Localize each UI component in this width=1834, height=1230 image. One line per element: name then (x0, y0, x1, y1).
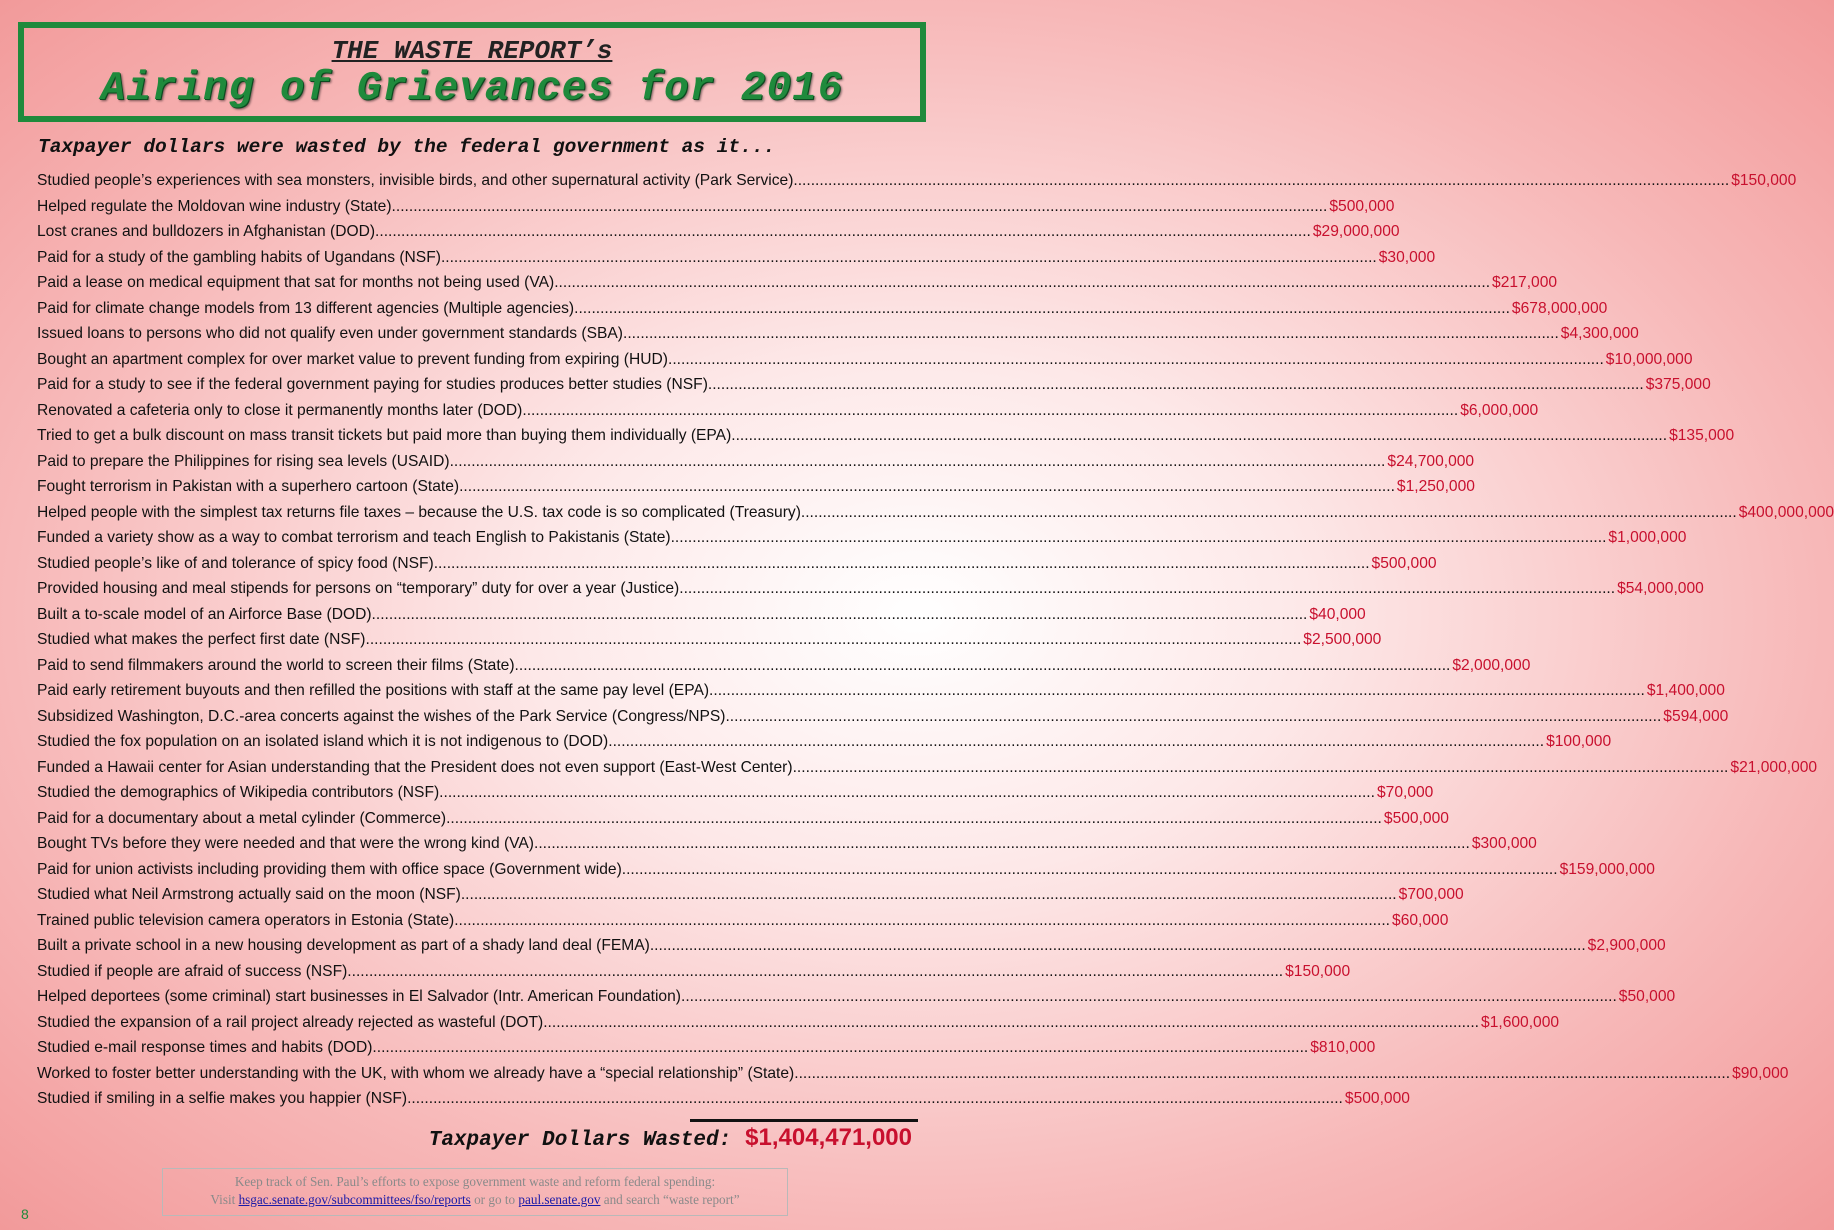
item-amount: $10,000,000 (1605, 350, 1693, 368)
item-amount: $500,000 (1383, 809, 1449, 827)
list-item (37, 1013, 1560, 1040)
subtitle: Taxpayer dollars were wasted by the federal government as it... (38, 136, 776, 158)
list-item (37, 554, 1437, 581)
item-amount: $500,000 (1371, 554, 1437, 572)
list-item (37, 682, 1725, 708)
item-amount: $150,000 (1285, 962, 1351, 980)
item-description: Subsidized Washington, D.C.-area concerts against the wishes of the Park Service (Congress/NPS) (37, 707, 726, 725)
item-description: Paid for a study of the gambling habits of Ugandans (NSF) (37, 248, 441, 266)
list-item (37, 937, 1666, 963)
item-description: Studied the expansion of a rail project already rejected as wasteful (DOT) (37, 1013, 544, 1031)
leader-dots (365, 631, 1301, 649)
leader-dots (709, 682, 1645, 700)
footer-line1: Keep track of Sen. Paul’s efforts to expose government waste and reform federal spending: (234, 1174, 716, 1189)
list-item (37, 529, 1687, 555)
item-description: Worked to foster better understanding with the UK, with whom we already have a “special relationship” (State) (37, 1064, 795, 1082)
list-item (37, 733, 1612, 759)
total-row (429, 1124, 912, 1152)
item-description: Built a private school in a new housing development as part of a shady land deal (FEMA) (37, 937, 650, 954)
item-description: Studied the fox population on an isolated island which it is not indigenous to (DOD) (37, 733, 609, 750)
item-description: Studied if smiling in a selfie makes you happier (NSF) (37, 1090, 408, 1107)
item-description: Studied people’s like of and tolerance of spicy food (NSF) (37, 554, 434, 572)
item-description: Paid to prepare the Philippines for rising sea levels (USAID) (37, 452, 450, 470)
list-item (37, 962, 1351, 989)
item-amount: $300,000 (1471, 835, 1537, 852)
list-item (37, 809, 1449, 836)
item-amount: $594,000 (1663, 707, 1729, 725)
item-amount: $6,000,000 (1460, 401, 1539, 419)
item-description: Helped regulate the Moldovan wine industry (State) (37, 197, 392, 215)
item-amount: $1,250,000 (1396, 478, 1475, 495)
item-amount: $810,000 (1310, 1039, 1376, 1056)
leader-dots (392, 198, 1328, 216)
leader-dots (622, 861, 1558, 879)
item-description: Studied e-mail response times and habits (DOD) (37, 1039, 373, 1056)
item-amount: $500,000 (1344, 1090, 1410, 1107)
list-item (37, 172, 1797, 198)
leader-dots (543, 1014, 1479, 1032)
item-amount: $90,000 (1732, 1064, 1789, 1082)
item-description: Paid for climate change models from 13 different agencies (Multiple agencies) (37, 299, 575, 317)
report-headline: Airing of Grievances for 2016 (100, 66, 844, 112)
leader-dots (793, 759, 1729, 777)
item-amount: $40,000 (1309, 605, 1366, 623)
list-item (37, 656, 1531, 683)
list-item (37, 988, 1676, 1014)
list-item (37, 452, 1475, 479)
item-description: Paid for a documentary about a metal cylinder (Commerce) (37, 809, 447, 827)
leader-dots (439, 784, 1375, 802)
leader-dots (375, 223, 1311, 241)
item-description: Lost cranes and bulldozers in Afghanistan (DOD) (37, 223, 376, 240)
leader-dots (794, 1065, 1730, 1083)
item-description: Trained public television camera operators in Estonia (State) (37, 911, 455, 929)
item-description: Paid to send filmmakers around the world to screen their films (State) (37, 656, 515, 674)
list-item (37, 886, 1464, 912)
list-item (37, 835, 1537, 861)
footer-visit-text: Visit (210, 1192, 236, 1207)
leader-dots (450, 453, 1386, 471)
footer-or-text: or go to (474, 1192, 516, 1207)
list-item (37, 1064, 1789, 1091)
item-description: Issued loans to persons who did not qualify even under government standards (SBA) (37, 325, 623, 342)
list-item (37, 350, 1693, 377)
leader-dots (623, 325, 1559, 343)
item-amount: $4,300,000 (1560, 325, 1639, 342)
item-description: Paid a lease on medical equipment that sat for months not being used (VA) (37, 274, 555, 291)
list-item (37, 707, 1729, 734)
leader-dots (441, 249, 1377, 267)
item-amount: $1,400,000 (1646, 682, 1725, 699)
reports-link[interactable]: hsgac.senate.gov/subcommittees/fso/reports (238, 1192, 471, 1207)
item-description: Renovated a cafeteria only to close it permanently months later (DOD) (37, 401, 523, 419)
item-amount: $2,900,000 (1587, 937, 1666, 954)
list-item (37, 401, 1539, 428)
item-description: Funded a variety show as a way to combat terrorism and teach English to Pakistanis (State) (37, 529, 671, 546)
list-item (37, 631, 1382, 657)
leader-dots (515, 657, 1451, 675)
leader-dots (668, 351, 1604, 369)
item-description: Studied if people are afraid of success (NSF) (37, 962, 348, 980)
list-item (37, 299, 1608, 326)
item-amount: $159,000,000 (1559, 860, 1655, 878)
leader-dots (534, 835, 1470, 853)
item-description: Studied the demographics of Wikipedia contributors (NSF) (37, 784, 440, 801)
item-amount: $60,000 (1392, 911, 1449, 929)
item-description: Paid for a study to see if the federal government paying for studies produces better studies (NSF) (37, 376, 708, 393)
item-amount: $2,000,000 (1452, 656, 1531, 674)
report-title: THE WASTE REPORT’s (331, 36, 613, 66)
leader-dots (522, 402, 1458, 420)
list-item (37, 274, 1558, 300)
list-item (37, 376, 1711, 402)
item-amount: $500,000 (1329, 197, 1395, 215)
leader-dots (574, 300, 1510, 318)
page-number: 8 (21, 1206, 29, 1222)
item-amount: $150,000 (1731, 172, 1797, 189)
item-amount: $30,000 (1378, 248, 1436, 266)
item-amount: $700,000 (1398, 886, 1464, 903)
leader-dots (650, 937, 1586, 955)
list-item (37, 580, 1704, 606)
leader-dots (793, 172, 1729, 190)
leader-dots (681, 988, 1617, 1006)
list-item (37, 758, 1818, 785)
item-amount: $29,000,000 (1312, 223, 1400, 240)
item-description: Helped deportees (some criminal) start businesses in El Salvador (Intr. American Foundation) (37, 988, 681, 1005)
leader-dots (671, 529, 1607, 547)
list-item (37, 860, 1655, 887)
leader-dots (347, 963, 1283, 981)
item-description: Tried to get a bulk discount on mass transit tickets but paid more than buying them individually (EPA) (37, 427, 732, 444)
item-description: Provided housing and meal stipends for persons on “temporary” duty for over a year (Justice) (37, 580, 680, 597)
item-amount: $21,000,000 (1730, 758, 1818, 776)
footer-line2 (163, 1191, 787, 1209)
list-item (37, 325, 1639, 351)
item-description: Paid early retirement buyouts and then refilled the positions with staff at the same pay level (EPA) (37, 682, 710, 699)
leader-dots (608, 733, 1544, 751)
list-item (37, 503, 1834, 530)
item-amount: $375,000 (1645, 376, 1711, 393)
item-amount: $100,000 (1546, 733, 1612, 750)
leader-dots (461, 886, 1397, 904)
leader-dots (731, 427, 1667, 445)
item-amount: $54,000,000 (1617, 580, 1704, 597)
item-description: Studied people’s experiences with sea monsters, invisible birds, and other supernatural activity (Park Service) (37, 172, 794, 189)
leader-dots (725, 708, 1661, 726)
item-description: Built a to-scale model of an Airforce Base (DOD) (37, 605, 372, 623)
list-item (37, 1090, 1410, 1116)
item-amount: $678,000,000 (1511, 299, 1608, 317)
item-amount: $70,000 (1376, 784, 1434, 801)
footer-note (162, 1168, 788, 1216)
footer-search-text: and search “waste report” (603, 1192, 740, 1207)
leader-dots (801, 504, 1737, 522)
item-amount: $1,000,000 (1608, 529, 1687, 546)
title-box (18, 22, 926, 122)
list-item (37, 248, 1436, 275)
list-item (37, 223, 1400, 249)
list-item (37, 1039, 1376, 1065)
total-amount: $1,404,471,000 (745, 1124, 912, 1151)
item-description: Bought TVs before they were needed and that were the wrong kind (VA) (37, 835, 534, 852)
leader-dots (407, 1090, 1343, 1108)
leader-dots (372, 606, 1308, 624)
list-item (37, 478, 1475, 504)
item-description: Bought an apartment complex for over market value to prevent funding from expiring (HUD) (37, 350, 668, 368)
senator-site-link[interactable]: paul.senate.gov (518, 1192, 601, 1207)
list-item (37, 427, 1735, 453)
total-divider (690, 1119, 918, 1122)
leader-dots (459, 478, 1395, 496)
item-amount: $24,700,000 (1387, 452, 1475, 470)
leader-dots (372, 1039, 1308, 1057)
item-description: Paid for union activists including providing them with office space (Government wide) (37, 860, 622, 878)
leader-dots (454, 912, 1390, 930)
item-amount: $135,000 (1669, 427, 1735, 444)
item-amount: $400,000,000 (1738, 503, 1834, 521)
item-amount: $50,000 (1618, 988, 1676, 1005)
item-amount: $2,500,000 (1303, 631, 1382, 648)
list-item (37, 911, 1449, 938)
list-item (37, 197, 1395, 224)
item-amount: $1,600,000 (1481, 1013, 1560, 1031)
leader-dots (554, 274, 1490, 292)
item-description: Helped people with the simplest tax returns file taxes – because the U.S. tax code is so complicated (Treasury) (37, 503, 801, 521)
list-item (37, 605, 1366, 632)
item-amount: $217,000 (1492, 274, 1558, 291)
list-item (37, 784, 1434, 810)
leader-dots (708, 376, 1644, 394)
total-label: Taxpayer Dollars Wasted: (428, 1129, 732, 1152)
item-description: Funded a Hawaii center for Asian understanding that the President does not even support (East-West Center) (37, 758, 793, 776)
leader-dots (434, 555, 1370, 573)
item-description: Fought terrorism in Pakistan with a superhero cartoon (State) (37, 478, 460, 495)
leader-dots (446, 810, 1382, 828)
grievance-list (37, 172, 1834, 1116)
item-description: Studied what Neil Armstrong actually said on the moon (NSF) (37, 886, 461, 903)
item-description: Studied what makes the perfect first date (NSF) (37, 631, 366, 648)
leader-dots (679, 580, 1615, 598)
